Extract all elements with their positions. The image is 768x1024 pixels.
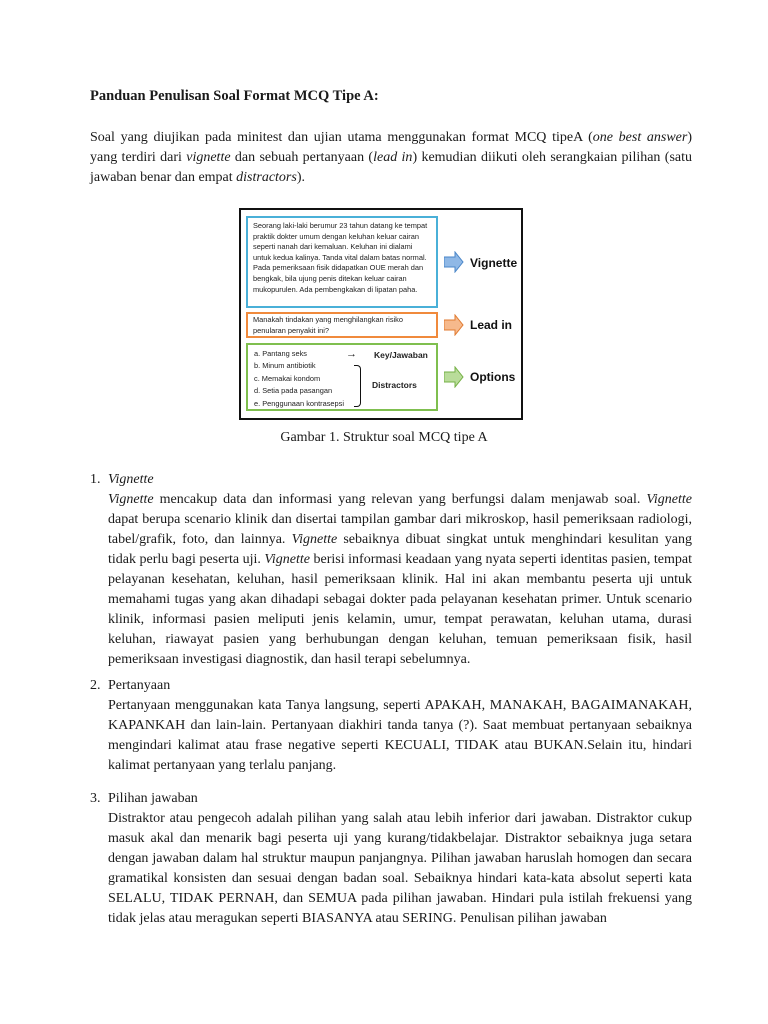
body-text: Pertanyaan menggunakan kata Tanya langsung, seperti APAKAH, MANAKAH, BAGAIMANAKAH, KAPANKAH dan lain-lain. Pertanyaan diakhiri tanda tanya (?). Saat membuat pertanyaan sebaiknya mengindari kalimat atau frase negative seperti KECUALI, TIDAK atau BUKAN.Selain itu, hindari kalimat pertanyaan yang terlalu panjang. <box>108 698 692 773</box>
option-item: e. Penggunaan kontrasepsi <box>254 398 344 408</box>
option-item: a. Pantang seks <box>254 349 308 358</box>
distractors-label: Distractors <box>372 380 417 390</box>
options-arrow-icon <box>444 366 464 388</box>
lead-in-arrow-icon <box>444 314 464 336</box>
intro-em-3: lead in <box>373 150 413 165</box>
vignette-arrow-icon <box>444 251 464 273</box>
section-body <box>108 809 692 929</box>
distractor-bracket-icon <box>354 365 361 407</box>
figure-caption: Gambar 1. Struktur soal MCQ tipe A <box>280 430 488 445</box>
options-box <box>246 343 438 411</box>
intro-text-1: Soal yang diujikan pada minitest dan ujian utama menggunakan format MCQ tipeA ( <box>90 130 593 145</box>
intro-em-2: vignette <box>186 150 231 165</box>
body-text: sebaiknya dibuat singkat untuk menghindari kesulitan yang tidak perlu bagi peserta uji. <box>108 532 693 567</box>
key-label: Key/Jawaban <box>374 350 428 360</box>
section-number: 3. <box>90 791 101 806</box>
section-heading: Pilihan jawaban <box>108 791 198 806</box>
section-heading: Pertanyaan <box>108 678 171 693</box>
section-number: 2. <box>90 678 101 693</box>
options-label: Options <box>470 370 516 384</box>
body-text: dapat berupa scenario klinik dan disertai tampilan gambar dari mikroskop, hasil pemeriksaan radiologi, tabel/grafik, foto, dan lainnya. <box>108 512 692 547</box>
section-number: 1. <box>90 472 101 487</box>
section-body <box>108 490 692 670</box>
intro-em-4: distractors <box>236 170 297 185</box>
body-em: Vignette <box>264 552 311 567</box>
intro-em-1: one best answer <box>592 130 688 145</box>
body-em: Vignette <box>108 492 154 507</box>
option-item: d. Setia pada pasangan <box>254 386 333 396</box>
intro-paragraph <box>90 128 692 188</box>
vignette-box: Seorang laki-laki berumur 23 tahun datang ke tempat praktik dokter umum dengan keluhan keluar cairan seperti nanah dari kemaluan. Keluhan ini dialami untuk kedua kalinya. Tanda vital dalam batas normal. Pada pemeriksaan fisik didapatkan OUE merah dan bengkak, bila ujung penis ditekan keluar cairan mukopurulen. Ada pembengkakan di lipatan paha. <box>246 216 438 308</box>
intro-text-3: dan sebuah pertanyaan ( <box>230 150 374 165</box>
option-item: b. Minum antibiotik <box>254 361 316 371</box>
body-text: Distraktor atau pengecoh adalah pilihan yang salah atau lebih inferior dari jawaban. Distraktor cukup masuk akal dan menarik bagi peserta uji yang kurang/tidakbelajar. Distraktor sebaiknya juga setara dengan jawaban dalam hal struktur maupun panjangnya. Pilihan jawaban haruslah homogen dan secara gramatikal konsisten dan sesuai dengan badan soal. Sebaiknya hindari kata-kata absolut seperti kata SELALU, TIDAK PERNAH, dan SEMUA pada pilihan jawaban. Hindari pula istilah frekuensi yang tidak jelas atau meragukan seperti BIASANYA atau SERING. Penulisan pilihan jawaban <box>108 811 692 926</box>
lead-in-label: Lead in <box>470 318 513 332</box>
body-text: berisi informasi keadaan yang nyata seperti identitas pasien, tempat pelayanan kesehatan, keluhan, hasil pemeriksaan klinik. Hal ini akan membantu peserta uji untuk memahami tugas yang akan dihadapi sebagai dokter pada pelayanan kesehatan primer. Untuk scenario klinik, informasi pasien meliputi jenis kelamin, umur, tempat perawatan, keluhan utama, durasi keluhan, riawayat pasien yang berhubungan dengan keluhan, temuan pemeriksaan fisik, hasil pemeriksaan investigasi diagnostik, dan hasil terapi sebelumnya. <box>108 552 692 667</box>
mcq-structure-figure <box>239 208 523 420</box>
option-item: c. Memakai kondom <box>254 373 321 383</box>
body-text: mencakup data dan informasi yang relevan yang berfungsi dalam menjawab soal. <box>153 492 647 507</box>
body-em: Vignette <box>646 492 692 507</box>
body-em: Vignette <box>291 532 338 547</box>
options-list <box>254 348 344 410</box>
section-heading: Vignette <box>108 472 154 487</box>
vignette-label: Vignette <box>470 256 518 270</box>
lead-in-box: Manakah tindakan yang menghilangkan risiko penularan penyakit ini? <box>246 312 438 338</box>
intro-text-4: ) kemudian diikuti oleh serangkaian pilihan (satu jawaban benar dan empat <box>90 150 692 185</box>
section-body <box>108 696 692 776</box>
intro-text-2: ) yang terdiri dari <box>90 130 692 165</box>
document-title: Panduan Penulisan Soal Format MCQ Tipe A: <box>90 88 379 104</box>
key-arrow-icon: → <box>346 348 357 360</box>
intro-text-5: ). <box>296 170 306 185</box>
